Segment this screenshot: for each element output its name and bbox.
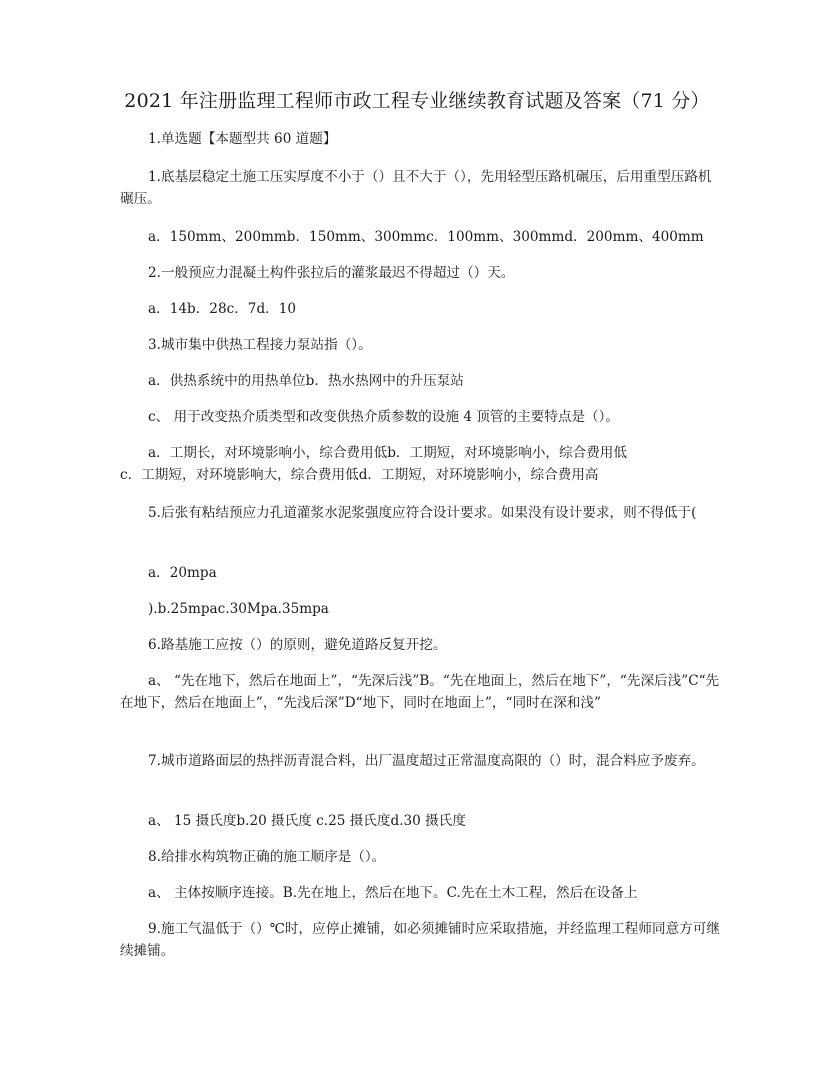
document-title: 2021 年注册监理工程师市政工程专业继续教育试题及答案（71 分）	[124, 90, 710, 112]
question-5-options: a．20mpa	[148, 565, 217, 581]
question-6-stem: 6.路基施工应按（）的原则，避免道路反复开挖。	[148, 637, 447, 653]
question-7-options: a、 15 摄氏度b.20 摄氏度 c.25 摄氏度d.30 摄氏度	[148, 813, 466, 829]
question-5-options-continued: ).b.25mpac.30Mpa.35mpa	[148, 601, 329, 617]
question-8-options: a、 主体按顺序连接。B.先在地上，然后在地下。C.先在土木工程，然后在设备上	[148, 885, 638, 901]
question-2-options: a．14b．28c．7d．10	[148, 301, 297, 317]
section-header: 1.单选题【本题型共 60 道题】	[148, 131, 337, 147]
question-2-stem: 2.一般预应力混凝土构件张拉后的灌浆最迟不得超过（）天。	[148, 265, 515, 281]
question-1-options: a．150mm、200mmb．150mm、300mmc．100mm、300mmd．200mm、400mm	[148, 229, 704, 245]
question-3-options: a．供热系统中的用热单位b．热水热网中的升压泵站	[148, 373, 464, 389]
question-5-stem: 5.后张有粘结预应力孔道灌浆水泥浆强度应符合设计要求。如果没有设计要求，则不得低于(	[148, 505, 697, 521]
question-6-options: a、 “先在地下，然后在地面上”，“先深后浅”B。“先在地面上，然后在地下”，“先深后浅”C“先在地下，然后在地面上”，“先浅后深”D“地下，同时在地面上”，“同时在深和浅”	[120, 673, 720, 711]
question-4-options: a．工期长，对环境影响小，综合费用低b．工期短，对环境影响小，综合费用低	[148, 445, 627, 461]
question-7-stem: 7.城市道路面层的热拌沥青混合料，出厂温度超过正常温度高限的（）时，混合料应予废弃。	[148, 753, 705, 769]
question-4-options-continued: c．工期短，对环境影响大，综合费用低d．工期短，对环境影响小，综合费用高	[120, 467, 599, 483]
question-1-stem: 1.底基层稳定土施工压实厚度不小于（）且不大于（），先用轻型压路机碾压，后用重型压路机碾压。	[120, 169, 712, 207]
question-8-stem: 8.给排水构筑物正确的施工顺序是（）。	[148, 849, 386, 865]
question-3-stem: 3.城市集中供热工程接力泵站指（）。	[148, 337, 372, 353]
question-9-stem: 9.施工气温低于（）℃时，应停止摊铺，如必须摊铺时应采取措施，并经监理工程师同意方可继续摊铺。	[120, 921, 720, 959]
question-3-options-continued: c、 用于改变热介质类型和改变供热介质参数的设施 4 顶管的主要特点是（）。	[148, 409, 620, 425]
